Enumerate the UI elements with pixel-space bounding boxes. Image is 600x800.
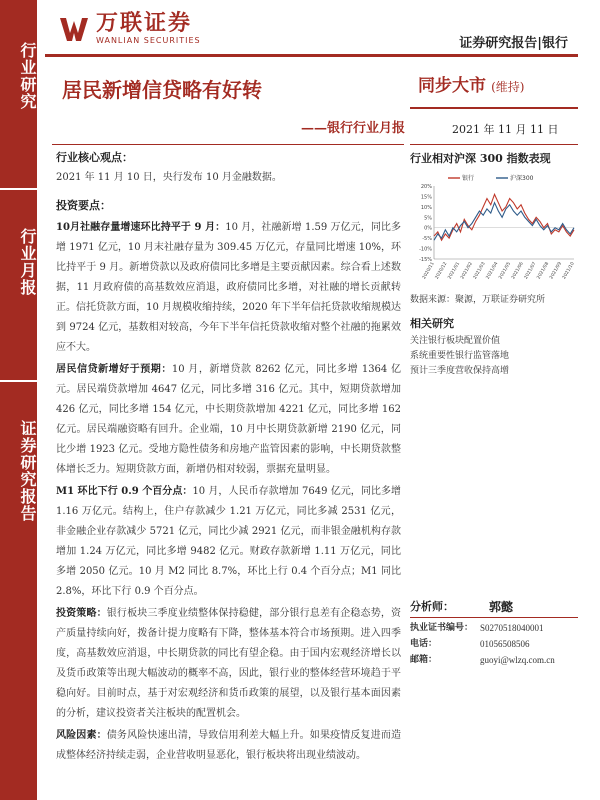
paragraph-risk — [56, 726, 401, 766]
y-tick-label: -10% — [419, 246, 432, 253]
x-tick-label: 2020/11 — [422, 261, 436, 281]
analyst-email-row — [410, 654, 578, 666]
related-research-list — [410, 334, 509, 379]
core-view-text: 2021 年 11 月 10 日，央行发布 10 月金融数据。 — [56, 172, 282, 183]
rating-sub: (维持) — [491, 80, 525, 94]
analyst-license: S0270518040001 — [480, 623, 544, 633]
chart-source: 数据来源：聚源，万联证券研究所 — [410, 295, 546, 305]
logo-english-name: WANLIAN SECURITIES — [96, 36, 201, 45]
y-tick-label: 15% — [420, 194, 432, 201]
legend-label: 沪深300 — [510, 175, 534, 182]
legend-label: 银行 — [462, 175, 475, 182]
sidebar-divider — [0, 188, 37, 190]
x-tick-label: 2021/07 — [523, 261, 538, 281]
paragraph-text: 债务风险快速出清，导致信用利差大幅上升。如果疫情反复进而造成整体经济持续走弱，企业营收明显恶化，银行板块将出现业绩波动。 — [56, 730, 402, 761]
y-tick-label: -5% — [422, 236, 432, 243]
y-tick-label: 0% — [424, 225, 432, 232]
paragraph-lead: 10月社融存量增速环比持平于 9 月： — [56, 222, 226, 233]
y-tick-label: -15% — [419, 257, 432, 263]
x-tick-label: 2021/01 — [447, 261, 462, 281]
paragraph-lead: 投资策略： — [56, 608, 107, 619]
x-tick-label: 2021/04 — [485, 261, 500, 281]
paragraph-text: 10 月，新增贷款 8262 亿元，同比多增 1364 亿元。居民端贷款增加 4647 亿元，同比多增 316 亿元。其中，短期贷款增加 426 亿元，同比多增 154 亿元，中长期贷款增加 4221 亿元，同比多增 162 亿元。居民端融资略有回升。企业端，10 月中长期贷款新增 2190 亿元，同比少增 1923 亿元。受地方隐性债务和房地产监管因素的影响，中长期贷款整体增长乏力。短期贷款方面，新增仍相对较弱，票据充量明显。 — [56, 364, 401, 475]
main-content — [56, 148, 401, 766]
left-sidebar — [0, 0, 37, 800]
paragraph-text: 10 月，人民币存款增加 7649 亿元，同比多增 1.16 万亿元。结构上，住户存款减少 1.21 万亿元，同比多减 2531 亿元，非金融企业存款减少 5721 亿元，同比少减 2921 亿元，而非银金融机构存款增加 1.24 万亿元，同比多增 9482 亿元。财政存款新增 1.11 万亿元，同比多增 2050 亿元。10 月 M2 同比 8.7%，环比上行 0.4 个百分点；M1 同比 2.8%，环比下行 0.9 个百分点。 — [56, 486, 401, 597]
analyst-field-label: 执业证书编号： — [410, 623, 474, 633]
x-tick-label: 2020/12 — [434, 261, 449, 281]
paragraph-social-financing — [56, 218, 401, 358]
series-line — [434, 194, 574, 240]
analyst-license-row — [410, 622, 578, 634]
sidebar-label-monthly: 行业月报 — [18, 228, 37, 296]
content-rule — [52, 144, 404, 145]
related-item[interactable]: 关注银行板块配置价值 — [410, 336, 501, 346]
analyst-field-label: 电话： — [410, 639, 438, 649]
x-tick-label: 2021/05 — [498, 261, 513, 281]
paragraph-text: 银行板块三季度业绩整体保持稳健，部分银行息差有企稳态势，资产质量持续向好，拨备计提力度略有下降，整体基本符合市场预期。进入四季度，高基数效应消退，中长期贷款的同比有望企稳。由于国内宏观经济增长以及货币政策等出现大幅波动的概率不高，因此，银行业的整体经营环境趋于平稳向好。目前时点，基于对宏观经济和货币政策的展望，以及银行基本面因素的分析，建议投资者关注板块的配置机会。 — [56, 608, 402, 719]
x-tick-label: 2021/03 — [472, 261, 487, 281]
related-research-heading: 相关研究 — [410, 317, 454, 330]
analyst-email[interactable]: guoyi@wlzq.com.cn — [480, 655, 555, 665]
analyst-phone: 01056508506 — [480, 639, 530, 649]
report-type: 证券研究报告|银行 — [459, 36, 568, 51]
analyst-phone-row — [410, 638, 578, 650]
logo-chinese-name: 万联证券 — [96, 11, 193, 36]
x-tick-label: 2021/06 — [511, 261, 525, 281]
core-view-heading: 行业核心观点： — [56, 151, 133, 164]
paragraph-household-credit — [56, 360, 401, 480]
sidebar-divider — [0, 380, 37, 382]
analyst-label: 分析师： — [410, 600, 454, 613]
paragraph-strategy — [56, 604, 401, 724]
company-logo — [60, 12, 201, 45]
paragraph-lead: 居民信贷新增好于预期： — [56, 364, 172, 375]
sidebar-rule — [410, 144, 578, 145]
x-tick-label: 2021/08 — [536, 261, 551, 281]
report-title: 居民新增信贷略有好转 — [62, 78, 262, 102]
x-tick-label: 2021/02 — [460, 261, 474, 281]
analyst-name: 郭懿 — [488, 600, 513, 614]
related-item[interactable]: 系统重要性银行监管落地 — [410, 351, 510, 361]
report-subtitle: ——银行行业月报 — [300, 121, 405, 136]
chart-title: 行业相对沪深 300 指数表现 — [410, 152, 551, 165]
paragraph-m1 — [56, 482, 401, 602]
rating-main: 同步大市 — [418, 76, 486, 96]
logo-w-icon — [60, 15, 88, 43]
y-tick-label: 5% — [424, 215, 432, 222]
sidebar-label-research: 行业研究 — [18, 42, 37, 110]
analyst-field-label: 邮箱： — [410, 655, 438, 665]
chart-svg — [410, 170, 578, 285]
rating-panel — [410, 57, 578, 109]
report-date: 2021 年 11 月 11 日 — [452, 123, 559, 136]
paragraph-text: 10 月，社融新增 1.59 万亿元，同比多增 1971 亿元，10 月末社融存量为 309.45 万亿元，存量同比增速 10%，环比持平于 9 月。新增贷款以及政府债同比多增是主要贡献因素。综合看上述数据，11 月政府债的高基数效应消退，政府债同比多增，对社融的增长贡献转正。信托贷款方面，10 月规模收缩持续，2020 年下半年信托贷款收缩规模达到 9724 亿元，基数相对较高，今年下半年信托贷款收缩对整个社融的拖累效应不大。 — [56, 222, 401, 353]
performance-chart — [410, 170, 578, 285]
y-tick-label: 20% — [420, 184, 432, 190]
x-tick-label: 2021/10 — [562, 261, 576, 281]
y-tick-label: 10% — [420, 204, 432, 211]
paragraph-lead: 风险因素： — [56, 730, 107, 741]
analyst-block — [410, 598, 578, 666]
investment-points-heading: 投资要点： — [56, 199, 111, 212]
related-item[interactable]: 预计三季度营收保持高增 — [410, 366, 510, 376]
sidebar-label-report: 证券研究报告 — [18, 420, 37, 522]
x-tick-label: 2021/09 — [549, 261, 564, 281]
paragraph-lead: M1 环比下行 0.9 个百分点： — [56, 486, 193, 497]
